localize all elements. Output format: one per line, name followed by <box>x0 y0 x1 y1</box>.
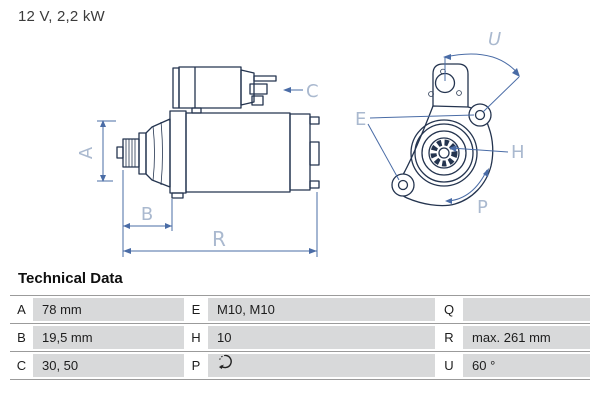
dim-label-c: C <box>306 81 319 102</box>
param-value-c: 30, 50 <box>33 354 184 377</box>
table-row <box>10 354 590 377</box>
param-key-c: C <box>10 354 33 377</box>
param-key-e: E <box>184 298 208 321</box>
dim-label-e: E <box>355 109 367 130</box>
dim-label-a: A <box>76 146 97 160</box>
table-row <box>10 298 590 321</box>
param-key-a: A <box>10 298 33 321</box>
param-value-a: 78 mm <box>33 298 184 321</box>
rotation-direction-icon <box>217 354 234 377</box>
table-separator <box>10 323 590 324</box>
dim-label-u: U <box>488 29 502 50</box>
param-key-q: Q <box>435 298 463 321</box>
param-value-r: max. 261 mm <box>463 326 590 349</box>
table-separator <box>10 379 590 380</box>
param-value-b: 19,5 mm <box>33 326 184 349</box>
dimension-b <box>123 170 172 257</box>
param-key-h: H <box>184 326 208 349</box>
product-spec-title: 12 V, 2,2 kW <box>18 8 105 25</box>
table-separator <box>10 295 590 296</box>
param-key-p: P <box>184 354 208 377</box>
dim-label-p: P <box>477 197 488 218</box>
dim-label-r: R <box>212 227 226 251</box>
dimension-a <box>76 120 116 182</box>
technical-data-table <box>10 295 590 380</box>
param-value-h: 10 <box>208 326 435 349</box>
param-key-u: U <box>435 354 463 377</box>
side-view-drawing <box>117 67 319 198</box>
param-key-r: R <box>435 326 463 349</box>
param-key-b: B <box>10 326 33 349</box>
dim-label-b: B <box>140 204 154 225</box>
dim-label-h: H <box>511 142 525 163</box>
table-row <box>10 326 590 349</box>
table-separator <box>10 351 590 352</box>
param-value-u: 60 ° <box>463 354 590 377</box>
param-value-e: M10, M10 <box>208 298 435 321</box>
param-value-p <box>208 354 435 377</box>
technical-data-heading: Technical Data <box>18 270 123 287</box>
dimension-c <box>283 81 319 102</box>
param-value-q <box>463 298 590 321</box>
